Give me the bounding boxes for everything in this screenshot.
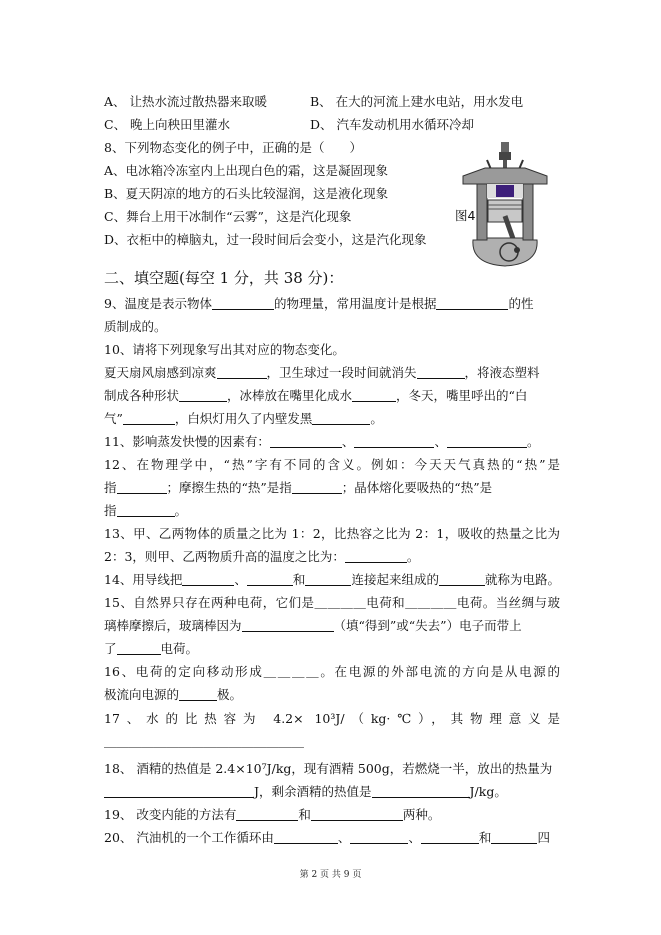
- q17-line-1: 17、水的比热容为 4.2× 10³J/（kg·℃），其物理意义是: [104, 711, 560, 726]
- q16-line-1: 16、电荷的定向移动形成＿＿＿＿。在电源的外部电流的方向是从电源的: [104, 664, 560, 679]
- q9-text-b: 的物理量，常用温度计是根据: [273, 296, 437, 311]
- q17-answer-blank[interactable]: ＿＿＿＿＿＿＿＿＿＿＿＿＿＿＿＿: [104, 734, 305, 749]
- q14-text: 、: [234, 572, 247, 587]
- q15-line-3: [104, 641, 198, 657]
- q13-text: 2：3，则甲、乙两物质升高的温度之比为：: [104, 549, 345, 564]
- q8-option-d: D、衣柜中的樟脑丸，过一段时间后会变小，这是汽化现象: [104, 232, 427, 247]
- q15-text: 电荷。: [160, 641, 199, 656]
- q20-text: 四: [537, 830, 550, 845]
- q18-blank-1[interactable]: [104, 785, 254, 798]
- q11-end: 。: [526, 434, 540, 449]
- q9-line-1: [104, 296, 534, 312]
- q14-blank-2[interactable]: [247, 573, 293, 586]
- q14-blank-1[interactable]: [182, 573, 234, 586]
- q12-text: ；晶体熔化要吸热的“热”是: [341, 480, 493, 495]
- q13-text: 。: [406, 549, 420, 564]
- q16-line-2: [104, 687, 242, 703]
- q14-text: 14、用导线把: [104, 572, 183, 587]
- q16-text: 极。: [217, 687, 243, 702]
- q20-blank-3[interactable]: [421, 831, 479, 844]
- q10-text: 。: [370, 411, 383, 426]
- q8-option-b: B、夏天阴凉的地方的石头比较湿润，这是液化现象: [104, 186, 389, 201]
- q19-blank-1[interactable]: [236, 808, 298, 821]
- q10-blank-2[interactable]: [417, 366, 465, 379]
- q10-text: 气”: [104, 411, 123, 426]
- q8-stem: 8、下列物态变化的例子中，正确的是（ ）: [104, 140, 362, 155]
- q19-text: 19、 改变内能的方法有: [104, 807, 237, 822]
- q15-line-2: [104, 618, 522, 634]
- q20-text: 、: [408, 830, 421, 845]
- q9-text-a: 9、温度是表示物体: [104, 296, 212, 311]
- q7-option-d: D、 汽车发动机用水循环冷却: [310, 117, 474, 132]
- q10-blank-1[interactable]: [217, 366, 267, 379]
- q15-blank-3[interactable]: [242, 619, 334, 632]
- q7-option-b: B、 在大的河流上建水电站，用水发电: [310, 94, 524, 109]
- q11-blank-2[interactable]: [354, 435, 434, 448]
- q12-text: 指: [104, 480, 117, 495]
- q10-blank-4[interactable]: [352, 389, 396, 402]
- q11-text: 11、影响蒸发快慢的因素有：: [104, 434, 270, 449]
- q11-sep: 、: [341, 434, 355, 449]
- q12-line-3: [104, 503, 187, 519]
- q20-blank-4[interactable]: [491, 831, 537, 844]
- figure-4-label: 图4: [455, 208, 476, 223]
- q19-text: 两种。: [402, 807, 441, 822]
- q19-text: 和: [298, 807, 311, 822]
- q20-text: 和: [478, 830, 492, 845]
- q10-line-3: [104, 411, 383, 427]
- q10-text: ，将液态塑料: [464, 365, 540, 380]
- q18-line-1: 18、 酒精的热值是 2.4×10⁷J/kg，现有酒精 500g，若燃烧一半，放出的热量为: [104, 761, 553, 776]
- q20-line: [104, 830, 550, 846]
- q10-text: 制成各种形状: [104, 388, 180, 403]
- q7-option-c: C、 晚上向秧田里灌水: [104, 117, 231, 132]
- q18-line-2: [104, 784, 507, 800]
- q9-line-2: 质制成的。: [104, 319, 167, 334]
- q10-text: 夏天扇风扇感到凉爽: [104, 365, 217, 380]
- q12-blank-1[interactable]: [117, 481, 167, 494]
- q14-text: 连接起来组成的: [351, 572, 439, 587]
- q10-text: ，冰棒放在嘴里化成水: [227, 388, 353, 403]
- q20-blank-1[interactable]: [274, 831, 338, 844]
- q13-blank[interactable]: [345, 550, 407, 563]
- q12-text: 指: [104, 503, 117, 518]
- q12-text: 。: [174, 503, 188, 518]
- q14-blank-3[interactable]: [305, 573, 351, 586]
- q9-blank-1[interactable]: [212, 297, 274, 310]
- engine-cylinder-diagram: [455, 138, 555, 270]
- q19-blank-2[interactable]: [311, 808, 403, 821]
- q14-text: 就称为电路。: [484, 572, 560, 587]
- page-number-footer: 第 2 页 共 9 页: [299, 870, 362, 880]
- q11-blank-1[interactable]: [270, 435, 342, 448]
- section-2-heading: 二、填空题(每空 1 分，共 38 分)：: [104, 269, 344, 287]
- q12-blank-2[interactable]: [292, 481, 342, 494]
- q13-line-2: [104, 549, 419, 565]
- q16-blank-3[interactable]: [179, 688, 217, 701]
- q9-text-c: 的性: [508, 296, 534, 311]
- q20-text: 20、 汽油机的一个工作循环由: [104, 830, 274, 845]
- q18-blank-2[interactable]: [372, 785, 470, 798]
- q15-text: 璃棒摩擦后，玻璃棒因为: [104, 618, 242, 633]
- q15-blank-4[interactable]: [117, 642, 161, 655]
- q11-line: [104, 434, 539, 450]
- q7-option-a: A、 让热水流过散热器来取暖: [104, 94, 268, 109]
- q10-line-2: [104, 388, 527, 404]
- q14-line: [104, 572, 560, 588]
- q19-line: [104, 807, 440, 823]
- q20-blank-2[interactable]: [350, 831, 408, 844]
- q10-line-1: [104, 365, 540, 381]
- q10-text: ，卫生球过一段时间就消失: [266, 365, 417, 380]
- q15-line-1: 15、自然界只存在两种电荷，它们是＿＿＿＿电荷和＿＿＿＿电荷。当丝绸与玻: [104, 595, 560, 610]
- q10-blank-5[interactable]: [123, 412, 175, 425]
- q15-text: （填“得到”或“失去”）电子而带上: [333, 618, 522, 633]
- q11-blank-3[interactable]: [447, 435, 527, 448]
- q18-text: J/kg。: [469, 784, 507, 799]
- q8-option-a: A、电冰箱冷冻室内上出现白色的霜，这是凝固现象: [104, 163, 389, 178]
- q20-text: 、: [337, 830, 351, 845]
- q16-text: 极流向电源的: [104, 687, 180, 702]
- q8-option-c: C、舞台上用干冰制作“云雾”，这是汽化现象: [104, 209, 352, 224]
- q9-blank-2[interactable]: [436, 297, 508, 310]
- q10-blank-3[interactable]: [179, 389, 227, 402]
- q12-text: ；摩擦生热的“热”是指: [166, 480, 292, 495]
- q13-line-1: 13、甲、乙两物体的质量之比为 1：2，比热容之比为 2：1，吸收的热量之比为: [104, 526, 560, 541]
- q14-text: 和: [292, 572, 306, 587]
- q11-sep: 、: [434, 434, 447, 449]
- q10-blank-6[interactable]: [312, 412, 370, 425]
- q12-line-1: 12、在物理学中，“热”字有不同的含义。例如：今天天气真热的“热”是: [104, 457, 560, 472]
- q12-line-2: [104, 480, 492, 496]
- q10-text: ，白炽灯用久了内壁发黑: [174, 411, 313, 426]
- q18-text: J，剩余酒精的热值是: [254, 784, 372, 799]
- q15-text: 了: [104, 641, 117, 656]
- q10-text: ，冬天，嘴里呼出的“白: [396, 388, 528, 403]
- q12-blank-3[interactable]: [117, 504, 175, 517]
- q10-stem: 10、请将下列现象写出其对应的物态变化。: [104, 342, 345, 357]
- q14-blank-4[interactable]: [439, 573, 485, 586]
